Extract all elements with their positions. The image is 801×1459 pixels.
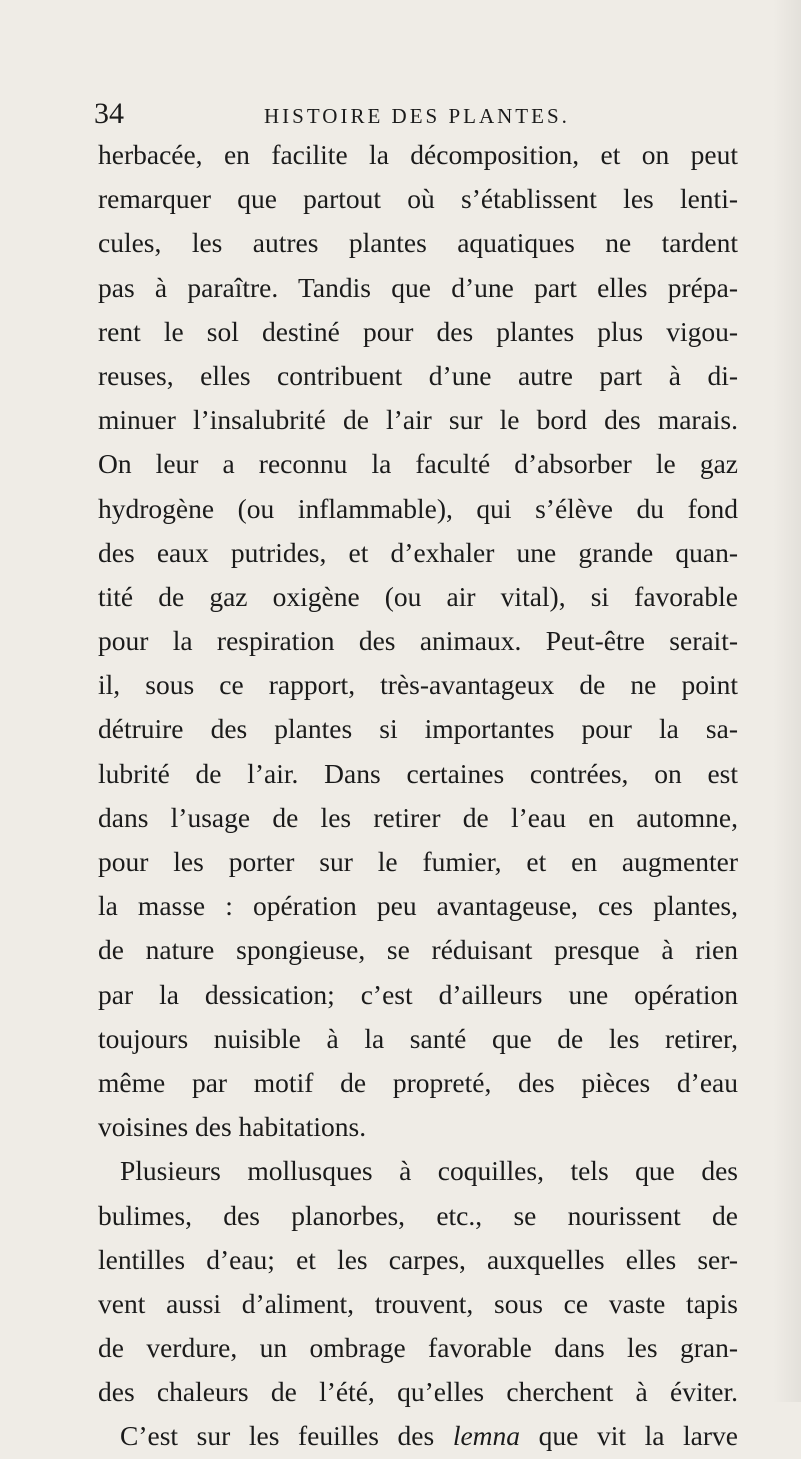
running-title: HISTOIRE DES PLANTES. [264,104,570,128]
text-line: des chaleurs de l’été, qu’elles cherchent à éviter. [98,1376,738,1408]
text-line: il, sous ce rapport, très-avantageux de ne point [98,669,738,701]
text-line: Plusieurs mollusques à coquilles, tels que des [120,1155,738,1187]
text-segment: C’est sur les feuilles des [120,1420,435,1452]
text-line: minuer l’insalubrité de l’air sur le bord des marais. [98,404,738,436]
page-number: 34 [94,97,124,130]
text-line: vent aussi d’aliment, trouvent, sous ce vaste tapis [98,1287,738,1319]
text-line: voisines des habitations. [98,1111,367,1143]
text-line: cules, les autres plantes aquatiques ne tardent [98,227,738,259]
text-line: toujours nuisible à la santé que de les retirer, [98,1022,738,1054]
text-line: hydrogène (ou inflammable), qui s’élève du fond [98,492,738,524]
text-line: remarquer que partout où s’établissent les lenti- [98,183,738,215]
text-line: pour la respiration des animaux. Peut-être serait- [98,625,738,657]
text-line: lentilles d’eau; et les carpes, auxquelles elles ser- [98,1243,738,1275]
text-line: tité de gaz oxigène (ou air vital), si favorable [98,580,738,612]
text-line: reuses, elles contribuent d’une autre part à di- [98,359,738,391]
text-line: rent le sol destiné pour des plantes plus vigou- [98,315,738,347]
page-header [94,92,734,136]
body-text [98,133,738,1459]
text-segment: que vit la larve [538,1420,739,1452]
text-line: dans l’usage de les retirer de l’eau en automne, [98,801,738,833]
text-line: bulimes, des planorbes, etc., se nourissent de [98,1199,738,1231]
italic-term: lemna [452,1420,521,1452]
text-line: lubrité de l’air. Dans certaines contrées, on est [98,757,738,789]
text-line: pour les porter sur le fumier, et en augmenter [98,846,738,877]
text-line: de verdure, un ombrage favorable dans les gran- [98,1332,738,1364]
text-line: détruire des plantes si importantes pour la sa- [98,713,738,745]
text-line: par la dessication; c’est d’ailleurs une opération [98,978,738,1010]
text-line: On leur a reconnu la faculté d’absorber le gaz [98,448,738,480]
text-line-last [98,1414,738,1458]
text-line: des eaux putrides, et d’exhaler une grande quan- [98,536,738,568]
text-line: de nature spongieuse, se réduisant presque à rien [98,934,738,966]
text-line: la masse : opération peu avantageuse, ces plantes, [98,890,738,922]
text-line: herbacée, en facilite la décomposition, et on peut [98,139,738,170]
text-line: pas à paraître. Tandis que d’une part elles prépa- [98,271,738,303]
page-edge-shadow [773,0,801,1402]
text-line: même par motif de propreté, des pièces d’eau [98,1066,738,1098]
